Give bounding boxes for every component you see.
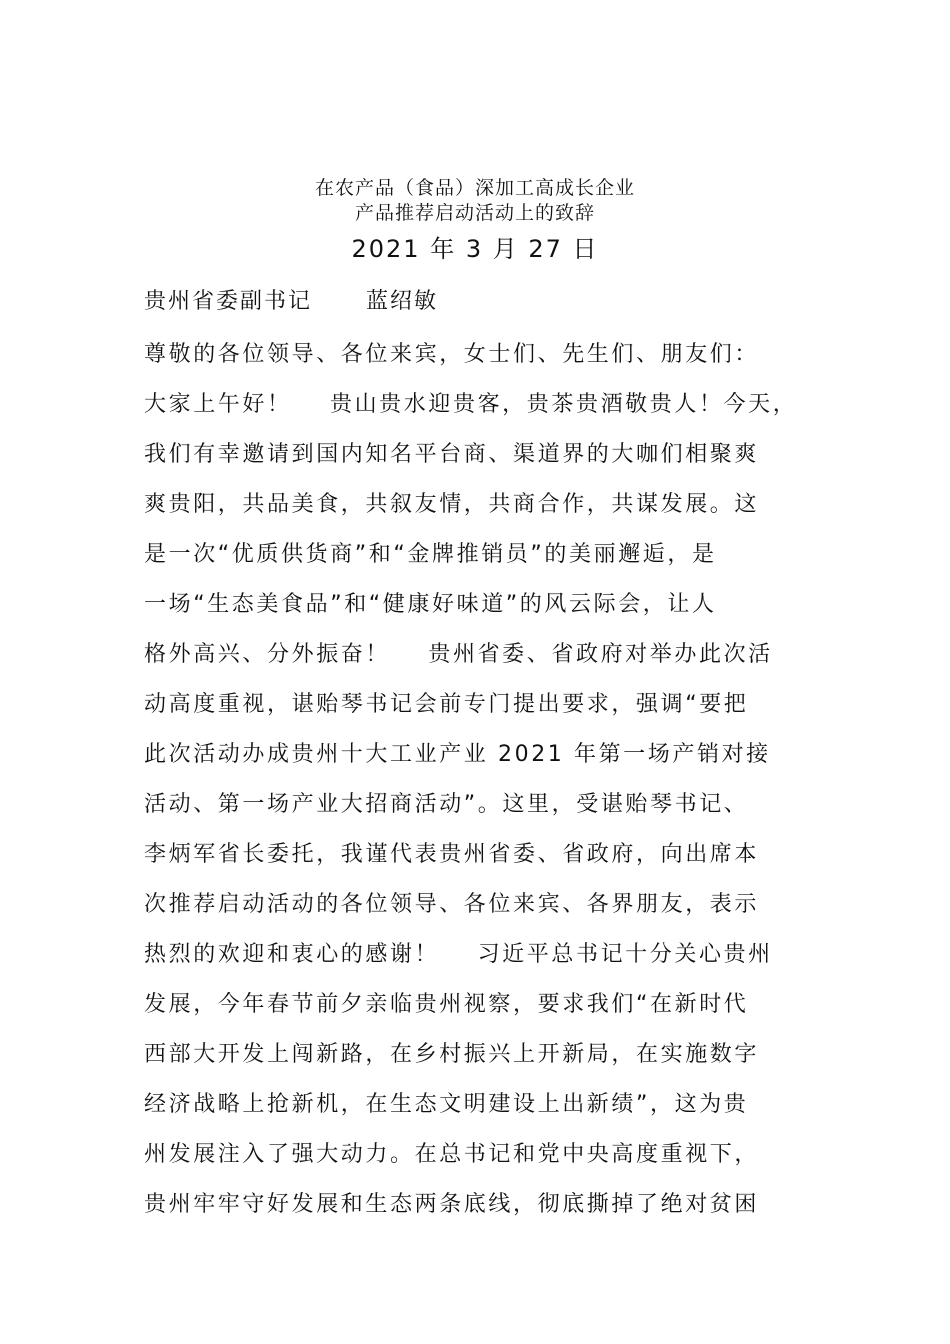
body-line: 热烈的欢迎和衷心的感谢！ 习近平总书记十分关心贵州 [144,942,773,967]
body-line: 次推荐启动活动的各位领导、各位来宾、各界朋友，表示 [144,892,760,917]
body-line: 经济战略上抢新机，在生态文明建设上出新绩”，这为贵 [144,1092,749,1117]
speaker-line: 贵州省委副书记 蓝绍敏 [144,289,438,314]
body-line: 活动、第一场产业大招商活动”。这里，受谌贻琴书记、 [144,792,749,817]
body-line: 我们有幸邀请到国内知名平台商、渠道界的大咖们相聚爽 [144,442,760,467]
body-line: 尊敬的各位领导、各位来宾，女士们、先生们、朋友们： [144,342,760,367]
speech-date: 2021 年 3 月 27 日 [351,235,599,263]
body-line: 西部大开发上闯新路，在乡村振兴上开新局，在实施数字 [144,1042,760,1067]
speech-body [144,335,834,1235]
body-line: 贵州牢牢守好发展和生态两条底线，彻底撕掉了绝对贫困 [144,1192,760,1217]
body-line: 爽贵阳，共品美食，共叙友情，共商合作，共谋发展。这 [144,492,760,517]
body-line: 大家上午好！ 贵山贵水迎贵客，贵茶贵酒敬贵人！今天， [144,392,798,417]
body-line: 李炳军省长委托，我谨代表贵州省委、省政府，向出席本 [144,842,760,867]
body-line: 动高度重视，谌贻琴书记会前专门提出要求，强调“要把 [144,692,749,717]
body-line: 州发展注入了强大动力。在总书记和党中央高度重视下， [144,1142,760,1167]
body-line: 一场“生态美食品”和“健康好味道”的风云际会，让人 [144,592,717,617]
title-line-1: 在农产品（食品）深加工高成长企业 [314,177,635,199]
body-line: 是一次“优质供货商”和“金牌推销员”的美丽邂逅，是 [144,542,717,567]
body-line: 发展，今年春节前夕亲临贵州视察，要求我们“在新时代 [144,992,749,1017]
body-line: 格外高兴、分外振奋！ 贵州省委、省政府对举办此次活 [144,642,773,667]
title-line-2: 产品推荐启动活动上的致辞 [354,202,595,224]
body-line: 此次活动办成贵州十大工业产业 2021 年第一场产销对接 [144,742,771,767]
